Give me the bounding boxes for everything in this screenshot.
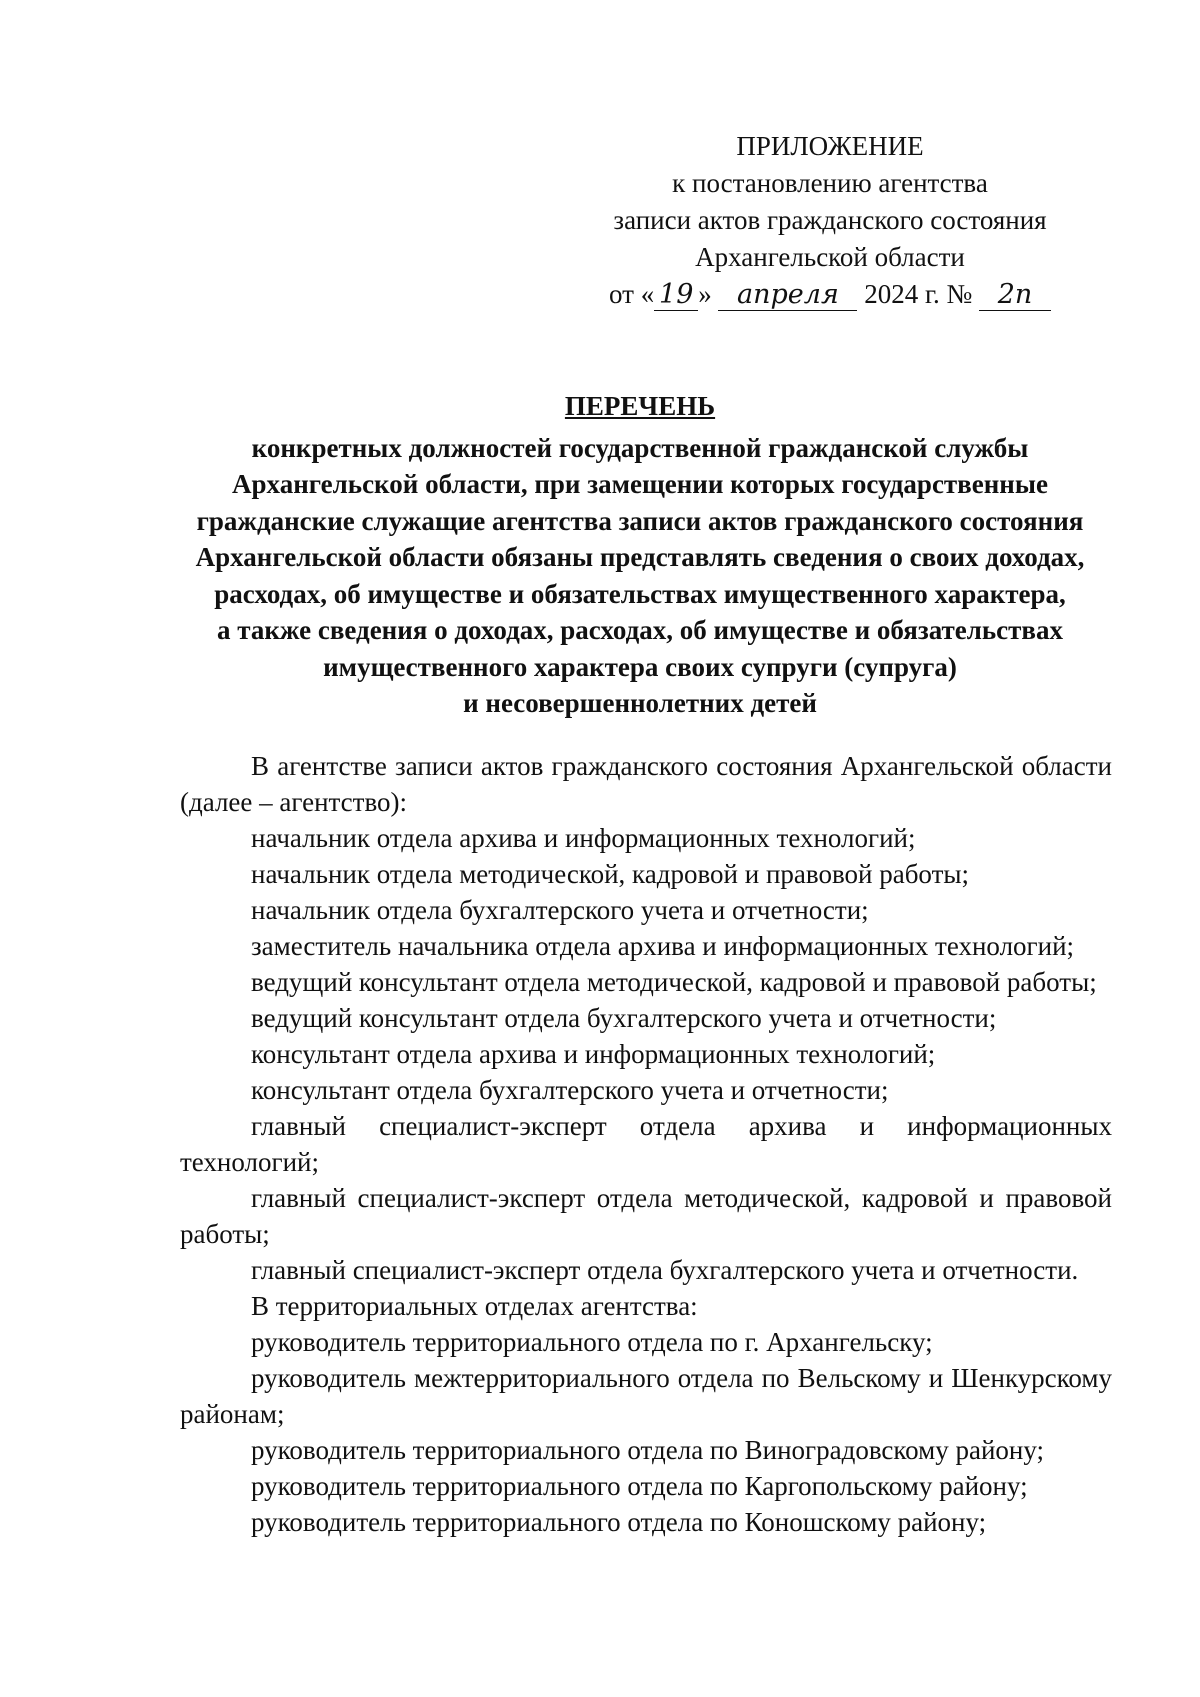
handwritten-month: апреля: [718, 280, 857, 311]
title-line: конкретных должностей государственной гражданской службы: [251, 432, 1029, 463]
appendix-title: ПРИЛОЖЕНИЕ: [736, 131, 924, 161]
list-item: руководитель территориального отдела по Виноградовскому району;: [251, 1435, 1045, 1465]
date-mid: »: [698, 279, 712, 309]
title-line: и несовершеннолетних детей: [463, 688, 817, 718]
appendix-line: записи актов гражданского состояния: [613, 205, 1047, 235]
title-line: Архангельской области обязаны представлять сведения о своих доходах,: [195, 542, 1085, 572]
list-item: ведущий консультант отдела бухгалтерского учета и отчетности;: [251, 1003, 997, 1033]
list-item: руководитель межтерриториального отдела по Вельскому и Шенкурскому районам;: [180, 1363, 1112, 1429]
date-prefix: от «: [609, 279, 655, 309]
list-item: главный специалист-эксперт отдела методической, кадровой и правовой работы;: [180, 1183, 1112, 1249]
list-item: консультант отдела бухгалтерского учета и отчетности;: [251, 1075, 889, 1105]
list-item: главный специалист-эксперт отдела архива и информационных технологий;: [180, 1111, 1112, 1177]
section-intro: В территориальных отделах агентства:: [251, 1291, 698, 1321]
list-item: начальник отдела методической, кадровой и правовой работы;: [251, 859, 970, 889]
list-title-block: [170, 388, 1110, 722]
title-line: имущественного характера своих супруги (супруга): [323, 651, 957, 682]
date-year: 2024 г. №: [864, 279, 973, 309]
appendix-date-line: [590, 276, 1070, 313]
title-line: расходах, об имуществе и обязательствах имущественного характера,: [214, 578, 1066, 609]
list-heading: ПЕРЕЧЕНЬ: [564, 391, 716, 421]
list-item: заместитель начальника отдела архива и информационных технологий;: [251, 931, 1075, 961]
list-item: главный специалист-эксперт отдела бухгалтерского учета и отчетности.: [251, 1255, 1079, 1285]
title-line: Архангельской области, при замещении которых государственные: [232, 469, 1048, 499]
list-item: ведущий консультант отдела методической, кадровой и правовой работы;: [251, 967, 1097, 997]
document-body: [180, 748, 1112, 1540]
title-line: а также сведения о доходах, расходах, об имуществе и обязательствах: [216, 615, 1063, 645]
intro-paragraph: В агентстве записи актов гражданского состояния Архангельской области (далее – агентство):: [180, 751, 1112, 817]
appendix-line: Архангельской области: [695, 242, 965, 272]
appendix-block: [590, 128, 1070, 313]
list-item: руководитель территориального отдела по Коношскому району;: [251, 1507, 987, 1537]
list-item: руководитель территориального отдела по г. Архангельску;: [251, 1327, 933, 1357]
handwritten-number: 2п: [979, 280, 1051, 311]
list-item: начальник отдела архива и информационных технологий;: [251, 823, 916, 853]
title-line: гражданские служащие агентства записи актов гражданского состояния: [196, 505, 1084, 536]
list-item: руководитель территориального отдела по Каргопольскому району;: [251, 1471, 1028, 1501]
list-item: консультант отдела архива и информационных технологий;: [251, 1039, 936, 1069]
list-item: начальник отдела бухгалтерского учета и отчетности;: [251, 895, 869, 925]
handwritten-day: 19: [654, 280, 698, 311]
appendix-line: к постановлению агентства: [672, 168, 988, 198]
